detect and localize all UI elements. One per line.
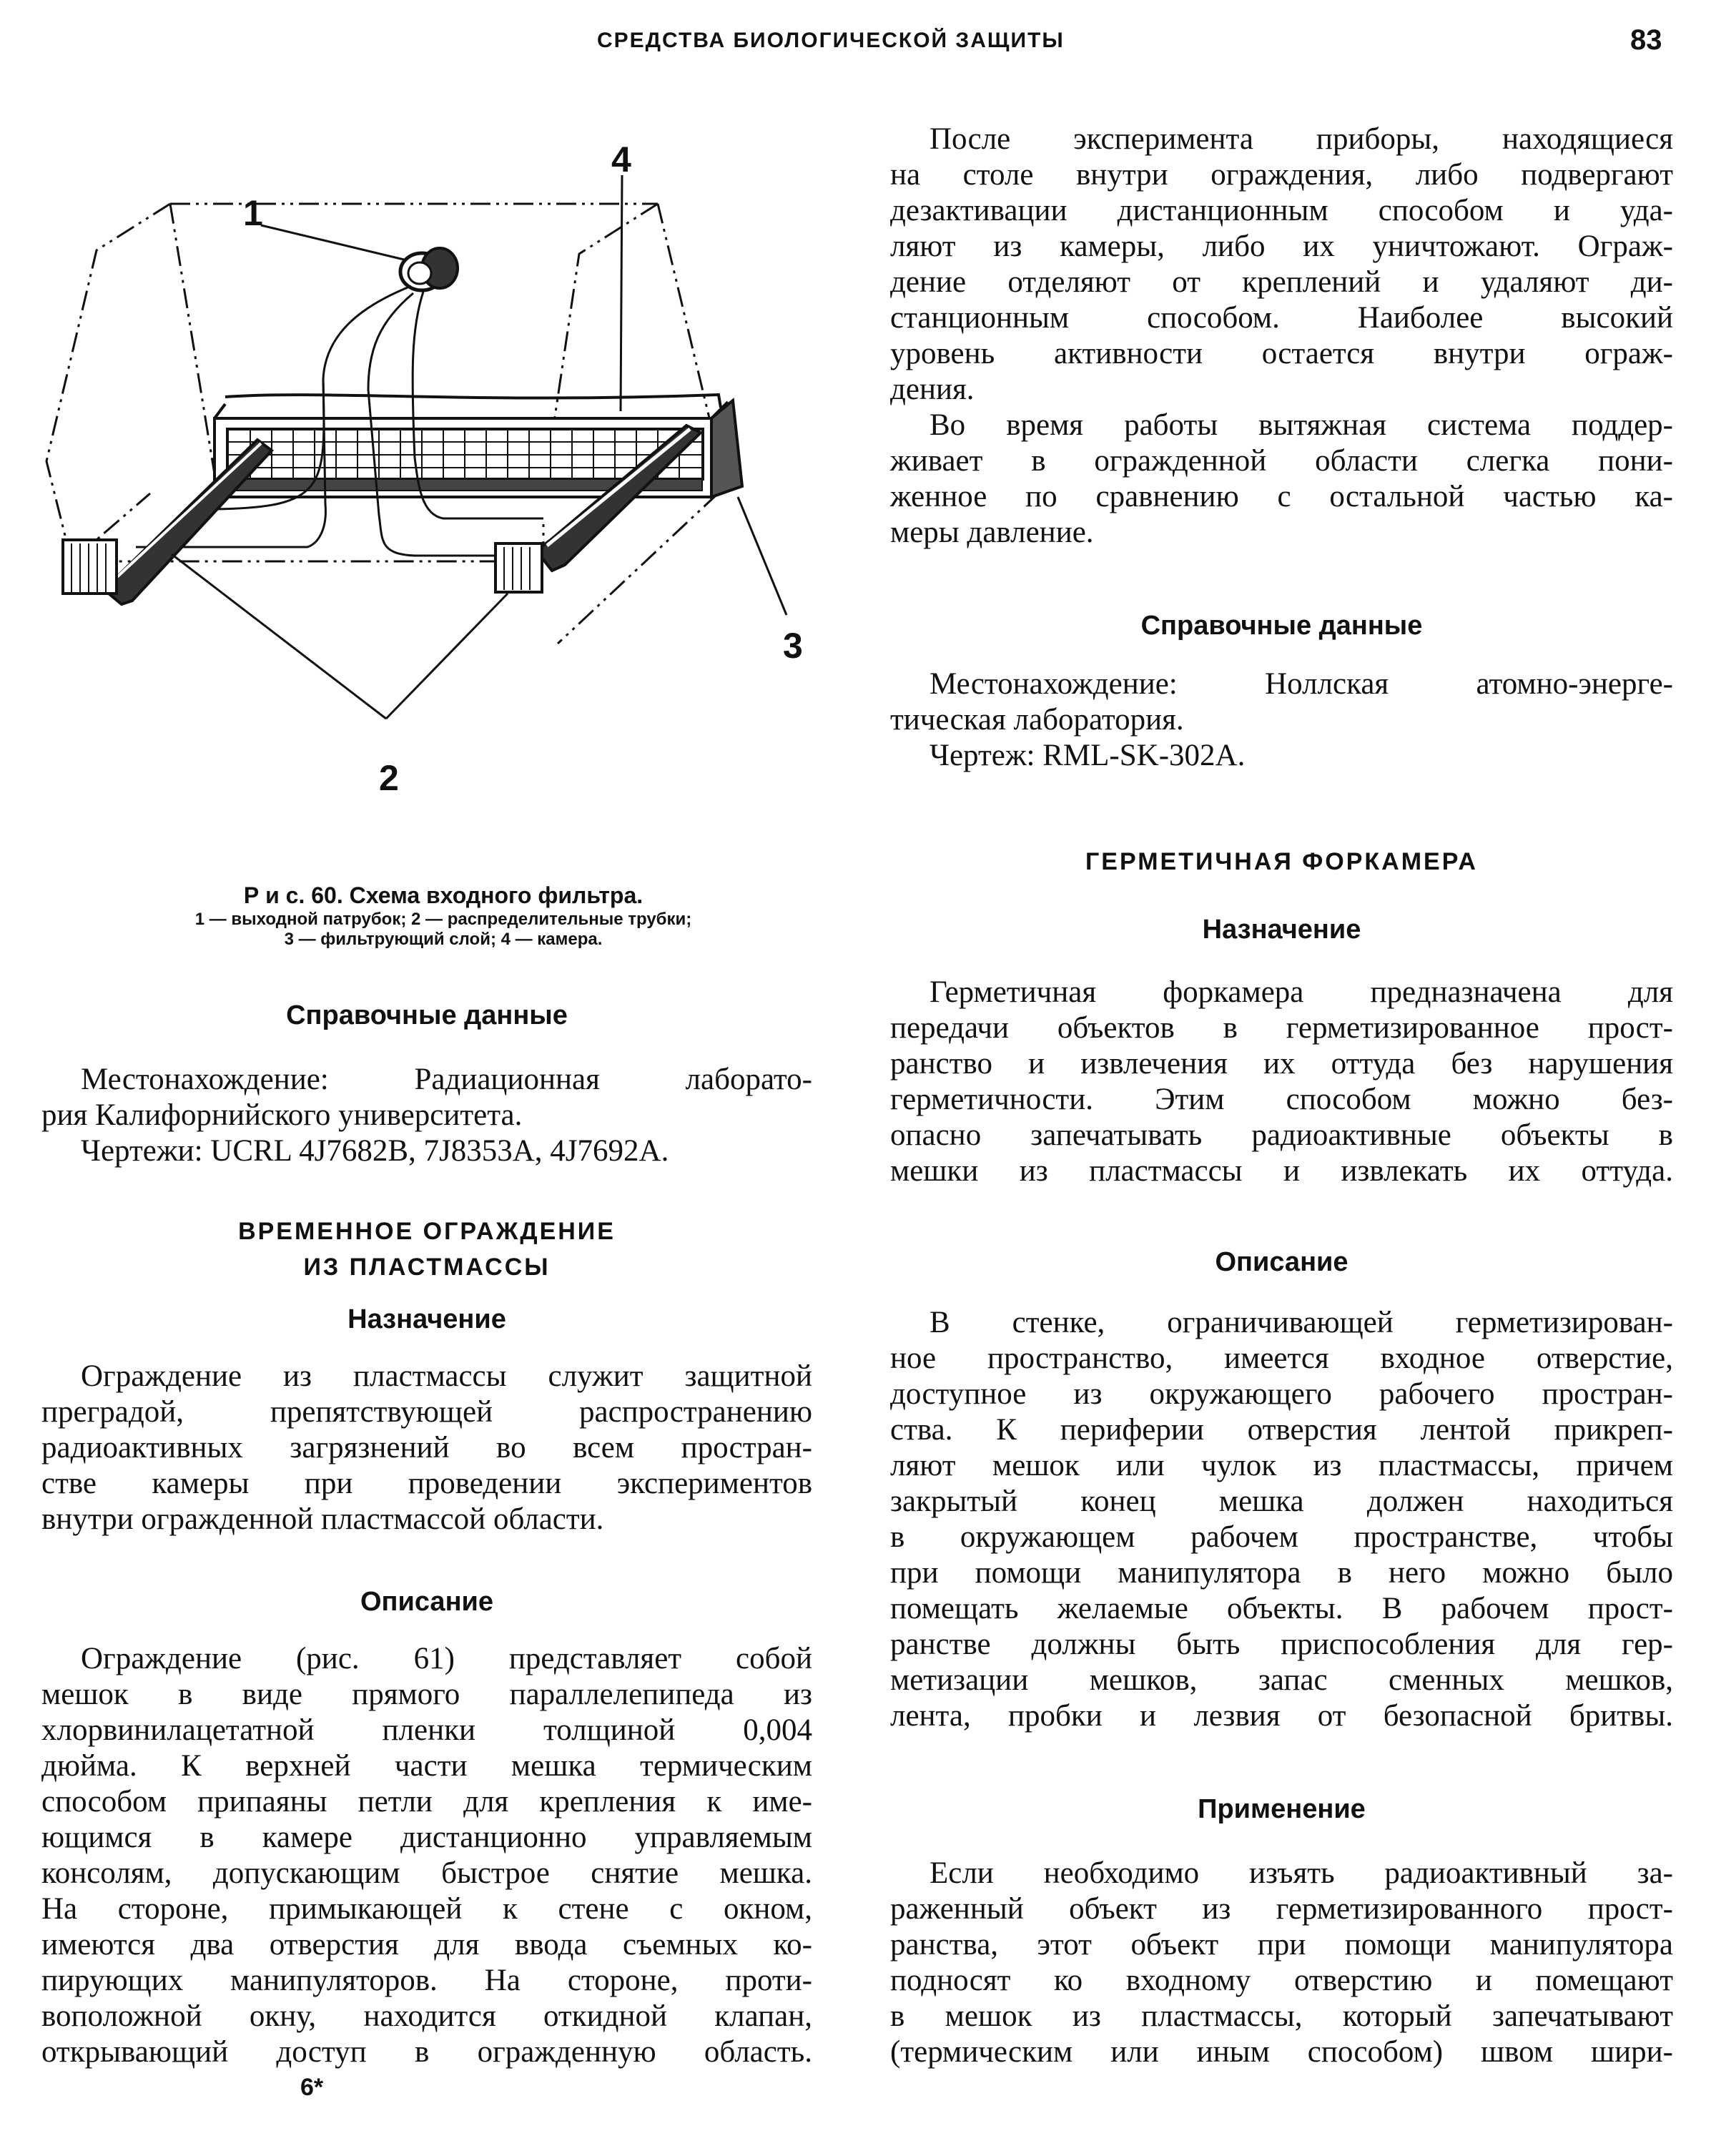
text-line: радиоактивных загрязнений во всем простран- bbox=[41, 1431, 812, 1465]
text-line: преградой, препятствующей распространению bbox=[41, 1395, 812, 1429]
left-reference-section bbox=[41, 998, 812, 1033]
section-title-line-2: ИЗ ПЛАСТМАССЫ bbox=[303, 1254, 551, 1281]
text-line: меры давление. bbox=[890, 516, 1094, 549]
text-line: После эксперимента приборы, находящиеся bbox=[930, 122, 1673, 156]
section-temporary-enclosure bbox=[41, 1214, 812, 1285]
purpose-heading: Назначение bbox=[1202, 915, 1361, 945]
text-line: способом припаяны петли для крепления к име- bbox=[41, 1785, 812, 1818]
text-line: ное пространство, имеется входное отверстие, bbox=[890, 1342, 1673, 1375]
label-1-outlet-pipe: 1 bbox=[243, 193, 263, 233]
application-body bbox=[890, 1856, 1673, 2070]
text-line: Ограждение из пластмассы служит защитной bbox=[81, 1359, 812, 1393]
text-line: Если необходимо изъять радиоактивный за- bbox=[930, 1856, 1673, 1890]
purpose-block bbox=[41, 1301, 812, 1337]
figure-60-input-filter-diagram bbox=[43, 143, 844, 872]
text-line: На стороне, примыкающей к стене с окном, bbox=[41, 1892, 812, 1926]
text-line: уровень активности остается внутри ограж- bbox=[890, 337, 1673, 370]
filter-diagram-svg bbox=[43, 143, 844, 872]
text-line: станционным способом. Наиболее высокий bbox=[890, 301, 1673, 335]
text-line: живает в огражденной области слегка пони- bbox=[890, 444, 1673, 478]
figure-caption bbox=[43, 881, 844, 950]
page-number: 83 bbox=[1630, 24, 1662, 56]
text-line: метизации мешков, запас сменных мешков, bbox=[890, 1663, 1673, 1697]
text-line: Ограждение (рис. 61) представляет собой bbox=[81, 1642, 812, 1675]
text-line: в окружающем рабочем пространстве, чтобы bbox=[890, 1520, 1673, 1554]
right-reference-body bbox=[890, 666, 1673, 774]
text-line: на столе внутри ограждения, либо подвергают bbox=[890, 158, 1673, 192]
section-hermetic-forechamber bbox=[890, 844, 1673, 880]
text-line: мешки из пластмассы и извлекать их оттуда. bbox=[890, 1154, 1673, 1188]
description-body bbox=[890, 1305, 1673, 1734]
text-line: женное по сравнению с остальной частью ка- bbox=[890, 480, 1673, 513]
text-line: тическая лаборатория. bbox=[890, 703, 1184, 737]
text-line: Чертежи: UCRL 4J7682B, 7J8353A, 4J7692A. bbox=[81, 1134, 669, 1168]
continuation-text bbox=[890, 122, 1673, 551]
text-line: ства. К периферии отверстия лентой прикреп- bbox=[890, 1413, 1673, 1447]
text-line: ранство и извлечения их оттуда без нарушения bbox=[890, 1047, 1673, 1081]
figure-legend-line-1: 1 — выходной патрубок; 2 — распределительные трубки; bbox=[194, 910, 692, 929]
description-body bbox=[41, 1641, 812, 2070]
text-line: Чертеж: RML-SK-302A. bbox=[930, 739, 1246, 772]
text-line: Местонахождение: Радиационная лаборато- bbox=[81, 1063, 812, 1096]
description-block bbox=[41, 1584, 812, 1620]
purpose-body bbox=[890, 975, 1673, 1189]
text-line: доступное из окружающего рабочего простран- bbox=[890, 1377, 1673, 1411]
text-line: дюйма. К верхней части мешка термическим bbox=[41, 1749, 812, 1783]
reference-heading: Справочные данные bbox=[1140, 611, 1423, 641]
figure-caption-title: Р и с. 60. Схема входного фильтра. bbox=[243, 882, 644, 908]
purpose-heading: Назначение bbox=[347, 1304, 506, 1334]
text-line: мешок в виде прямого параллелепипеда из bbox=[41, 1678, 812, 1711]
section-title: ГЕРМЕТИЧНАЯ ФОРКАМЕРА bbox=[1085, 848, 1478, 875]
text-line: опасно запечатывать радиоактивные объекты в bbox=[890, 1118, 1673, 1152]
text-line: помещать желаемые объекты. В рабочем прост- bbox=[890, 1592, 1673, 1625]
right-reference-section bbox=[890, 608, 1673, 644]
purpose-body bbox=[41, 1359, 812, 1537]
purpose-block bbox=[890, 912, 1673, 947]
figure-legend-line-2: 3 — фильтрующий слой; 4 — камера. bbox=[284, 930, 603, 949]
label-2-distribution-tubes: 2 bbox=[379, 758, 399, 798]
printer-signature: 6* bbox=[300, 2074, 324, 2101]
text-line: Местонахождение: Ноллская атомно-энерге- bbox=[930, 667, 1673, 701]
text-line: Во время работы вытяжная система поддер- bbox=[930, 408, 1673, 442]
text-line: лента, пробки и лезвия от безопасной бритвы. bbox=[890, 1699, 1673, 1733]
text-line: хлорвинилацетатной пленки толщиной 0,004 bbox=[41, 1713, 812, 1747]
text-line: дения. bbox=[890, 373, 975, 406]
left-reference-body bbox=[41, 1062, 812, 1169]
text-line: консолям, допускающим быстрое снятие мешка. bbox=[41, 1856, 812, 1890]
text-line: дение отделяют от креплений и удаляют ди- bbox=[890, 265, 1673, 299]
text-line: открывающий доступ в огражденную область. bbox=[41, 2035, 812, 2069]
text-line: герметичности. Этим способом можно без- bbox=[890, 1083, 1673, 1116]
running-head: СРЕДСТВА БИОЛОГИЧЕСКОЙ ЗАЩИТЫ bbox=[597, 29, 1065, 52]
text-line: дезактивации дистанционным способом и уда- bbox=[890, 194, 1673, 227]
text-line: ранстве должны быть приспособления для гер- bbox=[890, 1628, 1673, 1661]
application-block bbox=[890, 1791, 1673, 1827]
text-line: ющимся в камере дистанционно управляемым bbox=[41, 1821, 812, 1854]
text-line: ранства, этот объект при помощи манипулятора bbox=[890, 1928, 1673, 1961]
description-heading: Описание bbox=[360, 1587, 494, 1617]
label-4-chamber: 4 bbox=[611, 143, 631, 179]
text-line: рия Калифорнийского университета. bbox=[41, 1098, 523, 1132]
text-line: раженный объект из герметизированного прост- bbox=[890, 1892, 1673, 1926]
label-3-filter-layer: 3 bbox=[783, 626, 803, 666]
text-line: передачи объектов в герметизированное прост- bbox=[890, 1011, 1673, 1045]
text-line: пирующих манипуляторов. На стороне, проти- bbox=[41, 1964, 812, 1997]
text-line: подносят ко входному отверстию и помещают bbox=[890, 1964, 1673, 1997]
text-line: (термическим или иным способом) швом шири- bbox=[890, 2035, 1673, 2069]
section-title-line-1: ВРЕМЕННОЕ ОГРАЖДЕНИЕ bbox=[238, 1218, 616, 1245]
reference-heading: Справочные данные bbox=[286, 1000, 568, 1030]
text-line: имеются два отверстия для ввода съемных ко- bbox=[41, 1928, 812, 1961]
text-line: в мешок из пластмассы, который запечатывают bbox=[890, 1999, 1673, 2033]
text-line: В стенке, ограничивающей герметизирован- bbox=[930, 1306, 1673, 1339]
description-block bbox=[890, 1244, 1673, 1280]
text-line: при помощи манипулятора в него можно было bbox=[890, 1556, 1673, 1590]
text-line: стве камеры при проведении экспериментов bbox=[41, 1467, 812, 1500]
text-line: Герметичная форкамера предназначена для bbox=[930, 975, 1673, 1009]
text-line: воположной окну, находится откидной клапан, bbox=[41, 1999, 812, 2033]
text-line: внутри огражденной пластмассой области. bbox=[41, 1502, 604, 1536]
text-line: закрытый конец мешка должен находиться bbox=[890, 1485, 1673, 1518]
text-line: ляют из камеры, либо их уничтожают. Ограж- bbox=[890, 230, 1673, 263]
text-line: ляют мешок или чулок из пластмассы, причем bbox=[890, 1449, 1673, 1482]
application-heading: Применение bbox=[1198, 1794, 1366, 1824]
description-heading: Описание bbox=[1215, 1247, 1348, 1277]
